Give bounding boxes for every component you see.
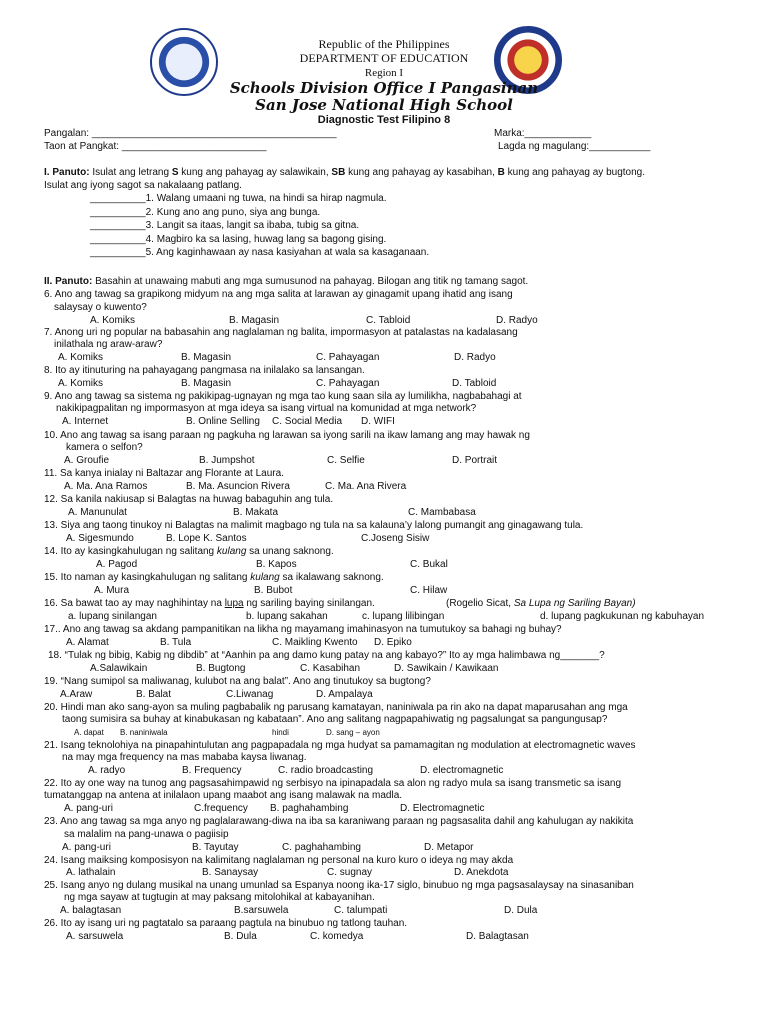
question-24: 24. Isang maiksing komposisyon na kalimitang naglalaman ng personal na kuro kuro o ideya ng may akda	[44, 855, 514, 866]
part1-item: __________1. Walang umaani ng tuwa, na hindi sa hirap nagmula.	[90, 193, 387, 204]
option[interactable]: B. Bugtong	[196, 663, 246, 674]
option[interactable]: C. Ma. Ana Rivera	[325, 481, 407, 492]
question-14	[44, 546, 334, 558]
question-25-cont: ng mga sayaw at tugtugin at may paksang mitolohikal at kabayanihan.	[64, 892, 375, 903]
option[interactable]: C. Hilaw	[410, 585, 448, 596]
option[interactable]: A.Araw	[60, 689, 93, 700]
option[interactable]: B. Balat	[136, 689, 172, 700]
part1-item: __________3. Langit sa itaas, langit sa ibaba, tubig sa gitna.	[90, 220, 360, 231]
option[interactable]: B. Online Selling	[186, 416, 260, 427]
question-16-source	[446, 598, 636, 610]
option[interactable]: C. Pahayagan	[316, 378, 380, 389]
option[interactable]: C. radio broadcasting	[278, 765, 374, 776]
question-14-word: kulang	[216, 546, 247, 557]
question-16	[44, 598, 375, 610]
option[interactable]: A. Internet	[62, 416, 109, 427]
part1-item: __________5. Ang kaginhawaan ay nasa kasiyahan at wala sa kasaganaan.	[90, 247, 430, 258]
question-23: 23. Ano ang tawag sa mga anyo ng paglalarawang-diwa na iba sa karaniwang paraan ng pagsasalita dahil ang kahulugan ay nakikita	[44, 816, 634, 827]
option[interactable]: B. naniniwala	[120, 728, 168, 737]
option[interactable]: C. Social Media	[272, 416, 343, 427]
option[interactable]: C. Pahayagan	[316, 352, 380, 363]
option[interactable]: B. Magasin	[229, 315, 280, 326]
part1-instruction-line2: Isulat ang iyong sagot sa nakalaang patlang.	[44, 180, 242, 191]
option[interactable]: D. Sawikain / Kawikaan	[394, 663, 499, 674]
question-20-cont: taong sumisira sa buhay at kinabukasan ng kabataan”. Ano ang salitang nagpapahiwatig ng pagsalungat sa pangungusap?	[62, 714, 608, 725]
question-10-cont: kamera o selfon?	[66, 442, 143, 453]
option[interactable]: D. Radyo	[454, 352, 496, 363]
part1-text-b: kung ang pahayag ay salawikain,	[178, 167, 332, 178]
question-26: 26. Ito ay isang uri ng pagtatalo sa paraang pagtula na binubuo ng tatlong tauhan.	[44, 918, 408, 929]
department-line: DEPARTMENT OF EDUCATION	[299, 51, 469, 65]
source-author: (Rogelio Sicat,	[446, 598, 514, 609]
option[interactable]: A. Pagod	[96, 559, 138, 570]
question-23-cont: sa malalim na pang-unawa o pagiisip	[64, 829, 229, 840]
question-6: 6. Ano ang tawag sa grapikong midyum na ang mga salita at larawan ay ginagamit upang ihatid ang isang	[44, 289, 513, 300]
question-15-text-end: sa ikalawang saknong.	[279, 572, 384, 583]
parent-signature-field[interactable]: Lagda ng magulang:___________	[498, 141, 651, 152]
question-9: 9. Ano ang tawag sa sistema ng pakikipag-ugnayan ng mga tao kung saan sila ay lumilikha, nagbabahagi at	[44, 391, 522, 402]
part1-instruction	[44, 167, 645, 179]
option[interactable]: a. lupang sinilangan	[68, 611, 157, 622]
question-22-cont: tumatanggap na antena at inilalaon upang maabot ang isang malawak na madla.	[44, 790, 403, 801]
option[interactable]: D. sang – ayon	[326, 728, 380, 737]
option[interactable]: C. Bukal	[410, 559, 448, 570]
question-20: 20. Hindi man ako sang-ayon sa muling pagbabalik ng parusang kamatayan, naniniwala pa rin ako na dapat maparusahan ang mga	[44, 702, 628, 713]
question-9-cont: nakikipagpalitan ng impormasyon at mga ideya sa isang virtual na komunidad at mga network?	[56, 403, 477, 414]
question-10: 10. Ano ang tawag sa isang paraan ng pagkuha ng larawan sa iyong sarili na ikaw lamang ang may hawak ng	[44, 430, 530, 441]
question-6-cont: salaysay o kuwento?	[54, 302, 147, 313]
option[interactable]: C. Kasabihan	[300, 663, 361, 674]
option[interactable]: C.Liwanag	[226, 689, 274, 700]
question-12: 12. Sa kanila nakiusap si Balagtas na huwag babaguhin ang tula.	[44, 494, 334, 505]
option[interactable]: C. paghahambing	[282, 842, 361, 853]
name-field[interactable]: Pangalan: ____________________________________________	[44, 128, 337, 139]
part1-code-s: S	[171, 167, 179, 178]
question-11: 11. Sa kanya inialay ni Baltazar ang Florante at Laura.	[44, 468, 284, 479]
question-19: 19. “Nang sumipol sa maliwanag, kulubot na ang balat”. Ano ang tinutukoy sa bugtong?	[44, 676, 431, 687]
part1-item: __________2. Kung ano ang puno, siya ang bunga.	[90, 207, 321, 218]
option[interactable]: A.Salawikain	[90, 663, 148, 674]
option[interactable]: B. Magasin	[181, 378, 232, 389]
grade-section-field[interactable]: Taon at Pangkat: __________________________	[44, 141, 267, 152]
question-21-cont: na may mga frequency na mas mababa kaysa liwanag.	[62, 752, 307, 763]
question-14-text: 14. Ito ay kasingkahulugan ng salitang	[44, 546, 217, 557]
question-15-word: kulang	[250, 572, 280, 583]
option[interactable]: B. Tula	[160, 637, 192, 648]
option[interactable]: A. dapat	[74, 728, 104, 737]
option[interactable]: A. Alamat	[66, 637, 109, 648]
option[interactable]: hindi	[272, 728, 289, 737]
region-line: Region I	[364, 67, 404, 79]
school-name: San Jose National High School	[255, 96, 513, 114]
option[interactable]: B. Kapos	[256, 559, 297, 570]
option[interactable]: C.frequency	[194, 803, 248, 814]
option[interactable]: D. Metapor	[424, 842, 474, 853]
question-17: 17.. Ano ang tawag sa akdang pampanitikan na likha ng mayamang imahinasyon na tumutukoy sa bahagi ng buhay?	[44, 624, 562, 635]
option[interactable]: B. paghahambing	[270, 803, 349, 814]
option[interactable]: A. Komiks	[58, 352, 104, 363]
part2-instruction	[44, 276, 528, 288]
option[interactable]: A. Mura	[94, 585, 130, 596]
question-14-text-end: sa unang saknong.	[246, 546, 334, 557]
question-21: 21. Isang teknolohiya na pinapahintulutan ang pagpapadala ng mga hudyat sa pamamagitan ng modulation at electromagnetic waves	[44, 740, 636, 751]
option[interactable]: D. Portrait	[452, 455, 498, 466]
option[interactable]: b. lupang sakahan	[246, 611, 328, 622]
option[interactable]: A. Komiks	[90, 315, 136, 326]
option[interactable]: A. Ma. Ana Ramos	[64, 481, 148, 492]
option[interactable]: A. Groufie	[64, 455, 110, 466]
question-15	[44, 572, 384, 584]
option[interactable]: A. pang-uri	[62, 842, 111, 853]
option[interactable]: B. Frequency	[182, 765, 242, 776]
part1-text-a: Isulat ang letrang	[89, 167, 172, 178]
option[interactable]: C. Selfie	[327, 455, 365, 466]
part2-text: Basahin at unawaing mabuti ang mga sumusunod na pahayag. Bilogan ang titik ng tamang sagot.	[92, 276, 529, 287]
option[interactable]: D. Radyo	[496, 315, 538, 326]
option[interactable]: C. Tabloid	[366, 315, 411, 326]
option[interactable]: B. Lope K. Santos	[166, 533, 247, 544]
question-25: 25. Isang anyo ng dulang musikal na unang umunlad sa Espanya noong ika-17 siglo, binubuo ng mga pagsasalaysay na sinasaniban	[44, 880, 634, 891]
option[interactable]: d. lupang pagkukunan ng kabuhayan	[540, 611, 705, 622]
question-18: 18. “Tulak ng bibig, Kabig ng dibdib” at “Aanhin pa ang damo kung patay na ang kabayo?” Ito ay mga halimbawa ng_______?	[48, 650, 605, 661]
option[interactable]: D. Balagtasan	[466, 931, 529, 942]
question-16-text-end: ng sariling baying sinilangan.	[243, 598, 375, 609]
option[interactable]: C. komedya	[310, 931, 364, 942]
option[interactable]: D. WIFI	[361, 416, 395, 427]
option[interactable]: D. Epiko	[374, 637, 412, 648]
part1-code-b: B	[497, 167, 505, 178]
option[interactable]: D. electromagnetic	[420, 765, 504, 776]
option[interactable]: D. Electromagnetic	[400, 803, 485, 814]
option[interactable]: C. sugnay	[327, 867, 373, 878]
part1-item: __________4. Magbiro ka sa lasing, huwag lang sa bagong gising.	[90, 234, 387, 245]
option[interactable]: B. Tayutay	[192, 842, 239, 853]
question-7: 7. Anong uri ng popular na babasahin ang naglalaman ng balita, impormasyon at patalastas na kadalasang	[44, 327, 518, 338]
division-line: Schools Division Office I Pangasinan	[229, 79, 539, 97]
republic-line: Republic of the Philippines	[318, 37, 450, 51]
part1-text-d: kung ang pahayag ay bugtong.	[504, 167, 646, 178]
option[interactable]: D. Anekdota	[454, 867, 509, 878]
option[interactable]: B.sarsuwela	[234, 905, 289, 916]
option[interactable]: A. Sigesmundo	[66, 533, 134, 544]
score-field[interactable]: Marka:____________	[494, 128, 592, 139]
option[interactable]: B. Bubot	[254, 585, 293, 596]
option[interactable]: A. radyo	[88, 765, 126, 776]
part1-label: I. Panuto:	[44, 167, 90, 178]
option[interactable]: B. Sanaysay	[202, 867, 259, 878]
question-8: 8. Ito ay itinuturing na pahayagang pangmasa na inilalako sa lansangan.	[44, 365, 365, 376]
option[interactable]: C.Joseng Sisiw	[361, 533, 430, 544]
part2-label: II. Panuto:	[44, 276, 93, 287]
question-7-cont: inilathala ng araw-araw?	[54, 339, 163, 350]
question-16-text: 16. Sa bawat tao ay may naghihintay na	[44, 598, 225, 609]
option[interactable]: B. Makata	[233, 507, 279, 518]
option[interactable]: c. lupang lilibingan	[362, 611, 445, 622]
question-15-text: 15. Ito naman ay kasingkahulugan ng salitang	[44, 572, 251, 583]
part1-code-sb: SB	[331, 167, 346, 178]
option[interactable]: C. Maikling Kwento	[272, 637, 358, 648]
option[interactable]: D. Tabloid	[452, 378, 497, 389]
option[interactable]: A. balagtasan	[60, 905, 122, 916]
source-title: Sa Lupa ng Sariling Bayan)	[513, 598, 636, 609]
option[interactable]: B. Jumpshot	[199, 455, 255, 466]
part1-text-c: kung ang pahayag ay kasabihan,	[345, 167, 498, 178]
option[interactable]: B. Ma. Asuncion Rivera	[186, 481, 290, 492]
option[interactable]: C. Mambabasa	[408, 507, 476, 518]
option[interactable]: B. Magasin	[181, 352, 232, 363]
option[interactable]: A. pang-uri	[64, 803, 113, 814]
option[interactable]: C. talumpati	[334, 905, 388, 916]
question-22: 22. Ito ay one way na tunog ang pagsasahimpawid ng serbisyo na ipinapadala sa alon ng radyo mula sa isang transmetic sa isang	[44, 778, 622, 789]
option[interactable]: A. Komiks	[58, 378, 104, 389]
option[interactable]: A. lathalain	[66, 867, 116, 878]
question-13: 13. Siya ang taong tinukoy ni Balagtas na malimit magbago ng tula na sa kalauna’y lalong pumangit ang ginagawang tula.	[44, 520, 584, 531]
option[interactable]: A. Manunulat	[68, 507, 127, 518]
option[interactable]: B. Dula	[224, 931, 257, 942]
test-title: Diagnostic Test Filipino 8	[317, 114, 451, 126]
question-16-word: lupa	[224, 598, 244, 609]
option[interactable]: A. sarsuwela	[66, 931, 124, 942]
option[interactable]: D. Ampalaya	[316, 689, 373, 700]
option[interactable]: D. Dula	[504, 905, 538, 916]
